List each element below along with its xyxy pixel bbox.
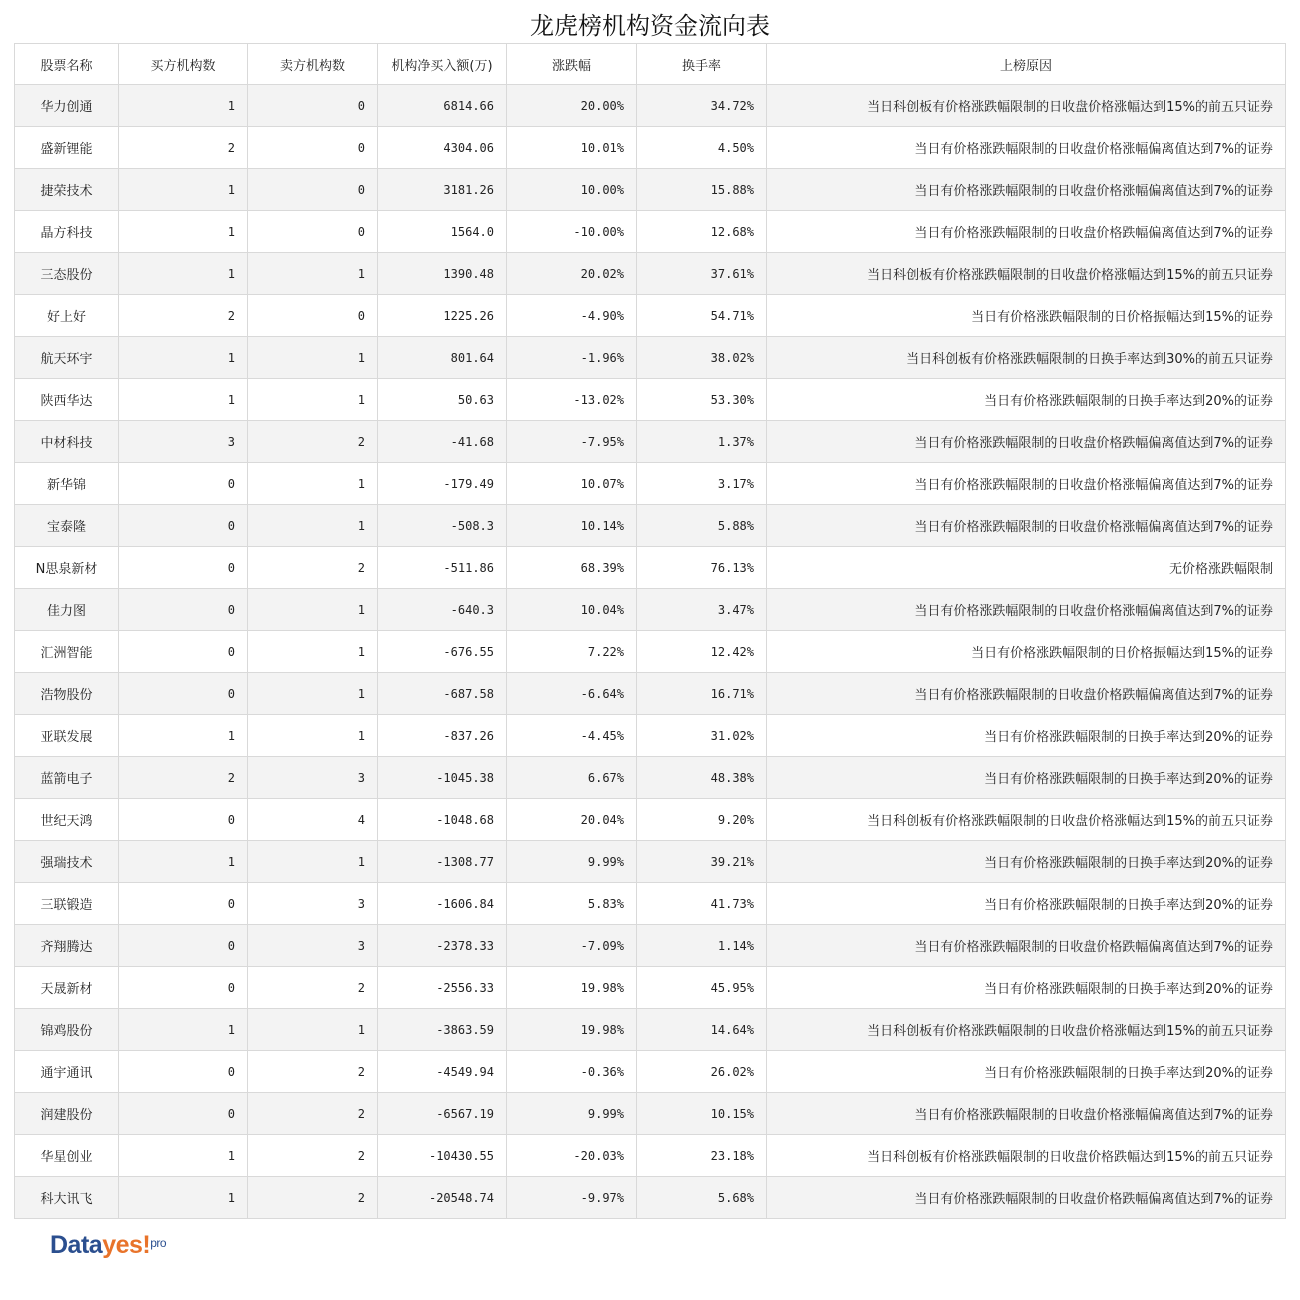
cell-net-buy: 1225.26 — [378, 295, 507, 337]
cell-net-buy: 4304.06 — [378, 127, 507, 169]
cell-buyer-count: 1 — [119, 841, 248, 883]
cell-change-pct: -9.97% — [507, 1177, 637, 1219]
cell-stock-name: 蓝箭电子 — [15, 757, 119, 799]
cell-change-pct: 10.14% — [507, 505, 637, 547]
cell-change-pct: 20.04% — [507, 799, 637, 841]
cell-change-pct: 9.99% — [507, 1093, 637, 1135]
cell-reason: 当日有价格涨跌幅限制的日换手率达到20%的证券 — [767, 1051, 1286, 1093]
cell-net-buy: -179.49 — [378, 463, 507, 505]
cell-buyer-count: 1 — [119, 85, 248, 127]
cell-change-pct: 5.83% — [507, 883, 637, 925]
cell-turnover: 5.68% — [637, 1177, 767, 1219]
cell-reason: 当日科创板有价格涨跌幅限制的日收盘价格涨幅达到15%的前五只证券 — [767, 1009, 1286, 1051]
cell-reason: 当日有价格涨跌幅限制的日收盘价格跌幅偏离值达到7%的证券 — [767, 673, 1286, 715]
cell-turnover: 3.17% — [637, 463, 767, 505]
cell-turnover: 9.20% — [637, 799, 767, 841]
cell-turnover: 1.14% — [637, 925, 767, 967]
cell-seller-count: 2 — [248, 967, 378, 1009]
cell-net-buy: 1390.48 — [378, 253, 507, 295]
cell-change-pct: -0.36% — [507, 1051, 637, 1093]
cell-turnover: 45.95% — [637, 967, 767, 1009]
cell-net-buy: -1308.77 — [378, 841, 507, 883]
column-header-stock-name[interactable]: 股票名称 — [15, 44, 119, 85]
column-header-net-buy[interactable]: 机构净买入额(万) — [378, 44, 507, 85]
cell-net-buy: 50.63 — [378, 379, 507, 421]
cell-buyer-count: 1 — [119, 337, 248, 379]
cell-buyer-count: 0 — [119, 925, 248, 967]
cell-net-buy: -1606.84 — [378, 883, 507, 925]
cell-reason: 当日科创板有价格涨跌幅限制的日换手率达到30%的前五只证券 — [767, 337, 1286, 379]
table-row[interactable] — [15, 757, 1286, 799]
cell-stock-name: 宝泰隆 — [15, 505, 119, 547]
cell-turnover: 26.02% — [637, 1051, 767, 1093]
cell-reason: 当日有价格涨跌幅限制的日换手率达到20%的证券 — [767, 967, 1286, 1009]
cell-reason: 当日有价格涨跌幅限制的日收盘价格涨幅偏离值达到7%的证券 — [767, 169, 1286, 211]
cell-stock-name: 盛新锂能 — [15, 127, 119, 169]
cell-stock-name: 通宇通讯 — [15, 1051, 119, 1093]
cell-stock-name: 航天环宇 — [15, 337, 119, 379]
cell-buyer-count: 0 — [119, 799, 248, 841]
cell-change-pct: -13.02% — [507, 379, 637, 421]
column-header-change-pct[interactable]: 涨跌幅 — [507, 44, 637, 85]
cell-reason: 当日有价格涨跌幅限制的日价格振幅达到15%的证券 — [767, 631, 1286, 673]
cell-reason: 当日有价格涨跌幅限制的日收盘价格涨幅偏离值达到7%的证券 — [767, 505, 1286, 547]
cell-seller-count: 1 — [248, 1009, 378, 1051]
cell-reason: 当日有价格涨跌幅限制的日换手率达到20%的证券 — [767, 757, 1286, 799]
cell-stock-name: 世纪天鸿 — [15, 799, 119, 841]
cell-seller-count: 3 — [248, 757, 378, 799]
table-row[interactable] — [15, 1177, 1286, 1219]
cell-seller-count: 2 — [248, 1051, 378, 1093]
table-header-row — [15, 44, 1286, 85]
cell-stock-name: 浩物股份 — [15, 673, 119, 715]
cell-buyer-count: 3 — [119, 421, 248, 463]
cell-buyer-count: 2 — [119, 127, 248, 169]
cell-change-pct: -4.90% — [507, 295, 637, 337]
cell-seller-count: 1 — [248, 337, 378, 379]
cell-turnover: 15.88% — [637, 169, 767, 211]
cell-turnover: 53.30% — [637, 379, 767, 421]
table-row[interactable] — [15, 463, 1286, 505]
cell-turnover: 3.47% — [637, 589, 767, 631]
cell-turnover: 1.37% — [637, 421, 767, 463]
table-row[interactable] — [15, 1135, 1286, 1177]
cell-net-buy: 6814.66 — [378, 85, 507, 127]
cell-reason: 当日有价格涨跌幅限制的日收盘价格涨幅偏离值达到7%的证券 — [767, 463, 1286, 505]
table-row[interactable] — [15, 883, 1286, 925]
column-header-buyer-count[interactable]: 买方机构数 — [119, 44, 248, 85]
cell-reason: 当日科创板有价格涨跌幅限制的日收盘价格涨幅达到15%的前五只证券 — [767, 85, 1286, 127]
cell-turnover: 76.13% — [637, 547, 767, 589]
table-row[interactable] — [15, 1093, 1286, 1135]
cell-change-pct: -10.00% — [507, 211, 637, 253]
cell-buyer-count: 1 — [119, 1009, 248, 1051]
cell-seller-count: 1 — [248, 463, 378, 505]
cell-turnover: 34.72% — [637, 85, 767, 127]
cell-net-buy: -837.26 — [378, 715, 507, 757]
cell-seller-count: 0 — [248, 295, 378, 337]
cell-buyer-count: 1 — [119, 253, 248, 295]
cell-net-buy: 1564.0 — [378, 211, 507, 253]
cell-net-buy: -3863.59 — [378, 1009, 507, 1051]
table-row[interactable] — [15, 1009, 1286, 1051]
cell-turnover: 48.38% — [637, 757, 767, 799]
cell-net-buy: 3181.26 — [378, 169, 507, 211]
cell-reason: 当日有价格涨跌幅限制的日换手率达到20%的证券 — [767, 715, 1286, 757]
table-row[interactable] — [15, 967, 1286, 1009]
cell-net-buy: -4549.94 — [378, 1051, 507, 1093]
cell-stock-name: 晶方科技 — [15, 211, 119, 253]
cell-seller-count: 2 — [248, 421, 378, 463]
cell-net-buy: -511.86 — [378, 547, 507, 589]
cell-net-buy: -41.68 — [378, 421, 507, 463]
logo-text-data: Data — [50, 1231, 103, 1259]
cell-stock-name: 华力创通 — [15, 85, 119, 127]
cell-turnover: 39.21% — [637, 841, 767, 883]
cell-reason: 无价格涨跌幅限制 — [767, 547, 1286, 589]
cell-stock-name: N思泉新材 — [15, 547, 119, 589]
cell-seller-count: 1 — [248, 841, 378, 883]
cell-stock-name: 锦鸡股份 — [15, 1009, 119, 1051]
cell-change-pct: -6.64% — [507, 673, 637, 715]
cell-buyer-count: 1 — [119, 211, 248, 253]
cell-buyer-count: 1 — [119, 379, 248, 421]
cell-change-pct: 6.67% — [507, 757, 637, 799]
cell-buyer-count: 0 — [119, 505, 248, 547]
column-header-seller-count[interactable]: 卖方机构数 — [248, 44, 378, 85]
cell-seller-count: 1 — [248, 631, 378, 673]
cell-change-pct: 10.00% — [507, 169, 637, 211]
cell-stock-name: 陕西华达 — [15, 379, 119, 421]
cell-reason: 当日有价格涨跌幅限制的日价格振幅达到15%的证券 — [767, 295, 1286, 337]
cell-net-buy: -1048.68 — [378, 799, 507, 841]
table-row[interactable] — [15, 631, 1286, 673]
cell-reason: 当日有价格涨跌幅限制的日收盘价格涨幅偏离值达到7%的证券 — [767, 1093, 1286, 1135]
cell-change-pct: 20.02% — [507, 253, 637, 295]
cell-seller-count: 1 — [248, 715, 378, 757]
cell-reason: 当日有价格涨跌幅限制的日收盘价格涨幅偏离值达到7%的证券 — [767, 127, 1286, 169]
cell-reason: 当日有价格涨跌幅限制的日收盘价格跌幅偏离值达到7%的证券 — [767, 925, 1286, 967]
cell-reason: 当日有价格涨跌幅限制的日收盘价格跌幅偏离值达到7%的证券 — [767, 421, 1286, 463]
cell-net-buy: -20548.74 — [378, 1177, 507, 1219]
cell-reason: 当日有价格涨跌幅限制的日换手率达到20%的证券 — [767, 379, 1286, 421]
cell-seller-count: 2 — [248, 1135, 378, 1177]
cell-turnover: 54.71% — [637, 295, 767, 337]
cell-change-pct: 19.98% — [507, 1009, 637, 1051]
cell-reason: 当日有价格涨跌幅限制的日换手率达到20%的证券 — [767, 841, 1286, 883]
cell-seller-count: 4 — [248, 799, 378, 841]
table-row[interactable] — [15, 85, 1286, 127]
cell-reason: 当日有价格涨跌幅限制的日收盘价格涨幅偏离值达到7%的证券 — [767, 589, 1286, 631]
cell-buyer-count: 1 — [119, 1177, 248, 1219]
cell-reason: 当日科创板有价格涨跌幅限制的日收盘价格涨幅达到15%的前五只证券 — [767, 253, 1286, 295]
cell-change-pct: 20.00% — [507, 85, 637, 127]
cell-net-buy: -2378.33 — [378, 925, 507, 967]
cell-buyer-count: 1 — [119, 169, 248, 211]
cell-change-pct: 19.98% — [507, 967, 637, 1009]
cell-buyer-count: 1 — [119, 1135, 248, 1177]
cell-stock-name: 新华锦 — [15, 463, 119, 505]
cell-seller-count: 1 — [248, 379, 378, 421]
table-row[interactable] — [15, 505, 1286, 547]
cell-net-buy: -676.55 — [378, 631, 507, 673]
cell-change-pct: -7.95% — [507, 421, 637, 463]
cell-turnover: 12.68% — [637, 211, 767, 253]
page-title: 龙虎榜机构资金流向表 — [530, 12, 770, 40]
cell-reason: 当日有价格涨跌幅限制的日收盘价格跌幅偏离值达到7%的证券 — [767, 211, 1286, 253]
cell-stock-name: 科大讯飞 — [15, 1177, 119, 1219]
table-row[interactable] — [15, 673, 1286, 715]
cell-stock-name: 三态股份 — [15, 253, 119, 295]
cell-stock-name: 强瑞技术 — [15, 841, 119, 883]
cell-net-buy: -1045.38 — [378, 757, 507, 799]
table-row[interactable] — [15, 379, 1286, 421]
table-row[interactable] — [15, 127, 1286, 169]
cell-turnover: 5.88% — [637, 505, 767, 547]
table-row[interactable] — [15, 547, 1286, 589]
cell-seller-count: 3 — [248, 883, 378, 925]
logo-text-pro: pro — [150, 1236, 167, 1250]
cell-stock-name: 三联锻造 — [15, 883, 119, 925]
cell-reason: 当日有价格涨跌幅限制的日收盘价格跌幅偏离值达到7%的证券 — [767, 1177, 1286, 1219]
column-header-reason[interactable]: 上榜原因 — [767, 44, 1286, 85]
table-row[interactable] — [15, 925, 1286, 967]
cell-seller-count: 1 — [248, 673, 378, 715]
table-row[interactable] — [15, 169, 1286, 211]
cell-seller-count: 2 — [248, 1177, 378, 1219]
cell-change-pct: 10.04% — [507, 589, 637, 631]
table-row[interactable] — [15, 715, 1286, 757]
table-row[interactable] — [15, 295, 1286, 337]
cell-turnover: 41.73% — [637, 883, 767, 925]
cell-stock-name: 润建股份 — [15, 1093, 119, 1135]
logo-text-yes: yes! — [102, 1231, 151, 1259]
cell-change-pct: 68.39% — [507, 547, 637, 589]
cell-turnover: 37.61% — [637, 253, 767, 295]
cell-seller-count: 0 — [248, 211, 378, 253]
cell-stock-name: 佳力图 — [15, 589, 119, 631]
cell-stock-name: 天晟新材 — [15, 967, 119, 1009]
table-row[interactable] — [15, 1051, 1286, 1093]
cell-reason: 当日科创板有价格涨跌幅限制的日收盘价格跌幅达到15%的前五只证券 — [767, 1135, 1286, 1177]
cell-turnover: 31.02% — [637, 715, 767, 757]
cell-net-buy: -10430.55 — [378, 1135, 507, 1177]
cell-buyer-count: 0 — [119, 883, 248, 925]
table-row[interactable] — [15, 421, 1286, 463]
cell-net-buy: -687.58 — [378, 673, 507, 715]
cell-buyer-count: 0 — [119, 463, 248, 505]
cell-stock-name: 中材科技 — [15, 421, 119, 463]
cell-stock-name: 齐翔腾达 — [15, 925, 119, 967]
table-row[interactable] — [15, 337, 1286, 379]
cell-seller-count: 1 — [248, 253, 378, 295]
cell-stock-name: 亚联发展 — [15, 715, 119, 757]
cell-reason: 当日科创板有价格涨跌幅限制的日收盘价格涨幅达到15%的前五只证券 — [767, 799, 1286, 841]
cell-buyer-count: 0 — [119, 589, 248, 631]
cell-turnover: 10.15% — [637, 1093, 767, 1135]
cell-stock-name: 捷荣技术 — [15, 169, 119, 211]
cell-buyer-count: 0 — [119, 631, 248, 673]
cell-buyer-count: 1 — [119, 715, 248, 757]
cell-seller-count: 3 — [248, 925, 378, 967]
cell-change-pct: 7.22% — [507, 631, 637, 673]
institution-flow-table — [14, 43, 1286, 1219]
cell-seller-count: 2 — [248, 547, 378, 589]
cell-change-pct: -4.45% — [507, 715, 637, 757]
cell-change-pct: -7.09% — [507, 925, 637, 967]
cell-seller-count: 0 — [248, 85, 378, 127]
datayes-pro-logo — [50, 1230, 166, 1260]
table-row[interactable] — [15, 799, 1286, 841]
cell-turnover: 14.64% — [637, 1009, 767, 1051]
cell-change-pct: 9.99% — [507, 841, 637, 883]
cell-turnover: 4.50% — [637, 127, 767, 169]
cell-net-buy: -640.3 — [378, 589, 507, 631]
cell-buyer-count: 2 — [119, 295, 248, 337]
cell-net-buy: -508.3 — [378, 505, 507, 547]
cell-net-buy: -6567.19 — [378, 1093, 507, 1135]
cell-change-pct: 10.01% — [507, 127, 637, 169]
column-header-turnover[interactable]: 换手率 — [637, 44, 767, 85]
cell-change-pct: 10.07% — [507, 463, 637, 505]
cell-net-buy: 801.64 — [378, 337, 507, 379]
cell-stock-name: 好上好 — [15, 295, 119, 337]
cell-buyer-count: 0 — [119, 967, 248, 1009]
cell-seller-count: 1 — [248, 589, 378, 631]
cell-turnover: 12.42% — [637, 631, 767, 673]
cell-seller-count: 0 — [248, 127, 378, 169]
cell-turnover: 16.71% — [637, 673, 767, 715]
cell-change-pct: -1.96% — [507, 337, 637, 379]
cell-buyer-count: 2 — [119, 757, 248, 799]
cell-buyer-count: 0 — [119, 1051, 248, 1093]
cell-stock-name: 华星创业 — [15, 1135, 119, 1177]
cell-seller-count: 0 — [248, 169, 378, 211]
cell-change-pct: -20.03% — [507, 1135, 637, 1177]
cell-buyer-count: 0 — [119, 1093, 248, 1135]
table-row[interactable] — [15, 253, 1286, 295]
table-row[interactable] — [15, 211, 1286, 253]
cell-turnover: 38.02% — [637, 337, 767, 379]
cell-buyer-count: 0 — [119, 547, 248, 589]
cell-reason: 当日有价格涨跌幅限制的日换手率达到20%的证券 — [767, 883, 1286, 925]
cell-net-buy: -2556.33 — [378, 967, 507, 1009]
table-row[interactable] — [15, 841, 1286, 883]
cell-seller-count: 1 — [248, 505, 378, 547]
table-row[interactable] — [15, 589, 1286, 631]
cell-turnover: 23.18% — [637, 1135, 767, 1177]
cell-buyer-count: 0 — [119, 673, 248, 715]
cell-seller-count: 2 — [248, 1093, 378, 1135]
cell-stock-name: 汇洲智能 — [15, 631, 119, 673]
